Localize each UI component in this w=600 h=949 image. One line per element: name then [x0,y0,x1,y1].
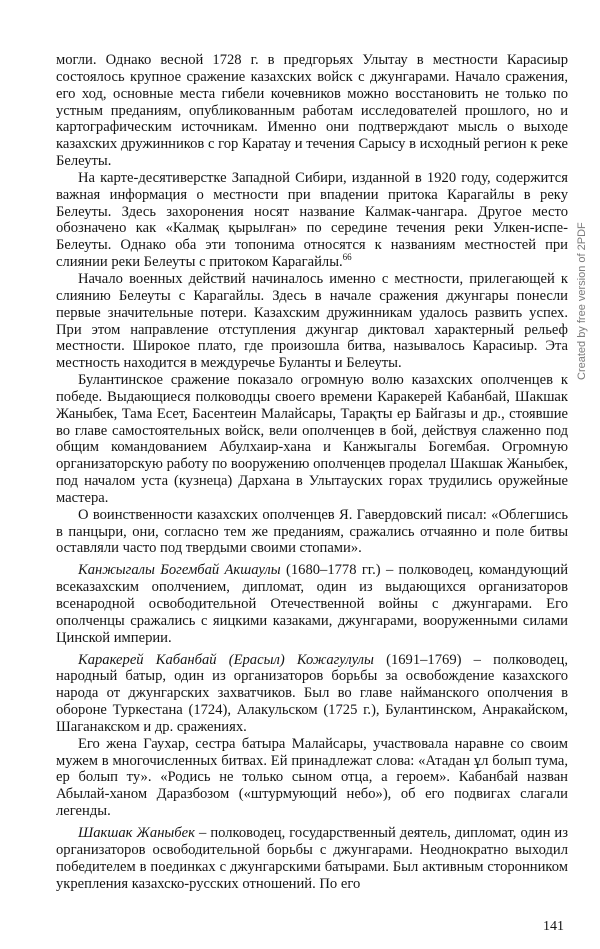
paragraph-text: Начало военных действий начиналось именно с местности, прилегающей к слиянию Белеуты с Карагайлы. Здесь в начале сражения джунгары понесли первые значительные потери. Казахским дружинникам удалось развить успех. При этом направление отступления джунгар диктовал характерный рельеф местности. Широкое плато, где произошла битва, называлось Карасиыр. Эта местность находится в междуречье Буланты и Белеуты. [56,270,568,372]
paragraph-text: (1691–1769) – полководец, народный батыр, один из организаторов борьбы за освобождение казахского народа от джунгарских захватчиков. Был во главе найманского ополчения в обороне Туркестана (1724), Алакульском (1725 г.), Булантинском, Анракайском, Шаганакском и др. сражениях. [56,651,568,735]
paragraph [56,52,568,170]
paragraph [56,271,568,372]
paragraph [56,507,568,558]
paragraph-text: На карте-десятиверстке Западной Сибири, изданной в 1920 году, содержится важная информация о местности при впадении притока Карагайлы в реку Белеуты. Здесь захоронения носят название Калмак-чангара. Другое место обозначено как «Калмақ қырылған» по середине течения реки Улкен-испе-Белеуты. Однако оба эти топонима относятся к названиям местностей при слиянии реки Белеуты с притоком Карагайлы. [56,169,568,271]
person-name: Канжыгалы Богембай Акшаулы [78,562,281,579]
page-body [56,52,568,892]
footnote-ref: 66 [342,252,352,263]
paragraph-text: О воинственности казахских ополченцев Я. Гавердовский писал: «Облегшись в панцыри, они, согласно тем же преданиям, сражались отчаянно и поле битвы оставляли часто под твердыми своими стопами». [56,506,568,557]
biography-entry [56,562,568,646]
page-number: 141 [543,919,564,934]
paragraph-text: (1680–1778 гг.) – полководец, командующий всеказахским ополчением, дипломат, один из выдающихся организаторов всенародной освободительной Отечественной войны с джунгарами. Его ополченцы сражались с яицкими казаками, джунгарами, вооруженными силами Цинской империи. [56,562,569,646]
paragraph-text: – полководец, государственный деятель, дипломат, один из организаторов освободительной борьбы с джунгарами. Неоднократно выходил победителем в поединках с джунгарскими батырами. Был активным сторонником укрепления казахско-русских отношений. По его [56,824,568,892]
person-name: Каракерей Кабанбай (Ерасыл) Кожагулулы [78,651,374,668]
biography-entry [56,825,568,892]
paragraph [56,736,568,820]
paragraph-text: Его жена Гаухар, сестра батыра Малайсары, участвовала наравне со своим мужем в многочисленных битвах. Ей принадлежат слова: «Атадан ұл болып тума, ер болып ту». «Родись не только сыном отца, а героем». Кабанбай назван Абылай-ханом Даразбозом («штурмующий небо»), об его подвигах слагали легенды. [56,735,568,820]
biography-entry [56,652,568,736]
paragraph [56,170,568,271]
person-name: Шакшак Жаныбек [78,824,195,841]
side-watermark: Created by free version of 2PDF [576,222,588,380]
paragraph-text: Булантинское сражение показало огромную волю казахских ополченцев к победе. Выдающиеся полководцы своего времени Каракерей Кабанбай, Шакшак Жаныбек, Тама Есет, Басентеин Малайсары, Тарақты ер Байгазы и др., стоявшие во главе самостоятельных войск, вели ополченцев в бой, действуя слаженно под общим командованием Абулхаир-хана и Канжыгалы Богембая. Огромную организаторскую работу по вооружению ополченцев проделал Шакшак Жаныбек, под началом уста (кузнеца) Дархана в Улытауских горах трудились оружейные мастера. [56,372,568,506]
paragraph [56,372,568,507]
paragraph-text: могли. Однако весной 1728 г. в предгорьях Улытау в местности Карасиыр состоялось крупное сражение казахских войск с джунгарами. Начало сражения, его ход, основные места гибели кочевников можно восстановить не только по устным преданиям, опубликованным работам исследователей прошлого, но и картографическим источникам. Именно они подтверждают мысль о выходе казахских дружинников с гор Каратау и течения Сарысу в исходный регион к реке Белеуты. [56,52,568,170]
